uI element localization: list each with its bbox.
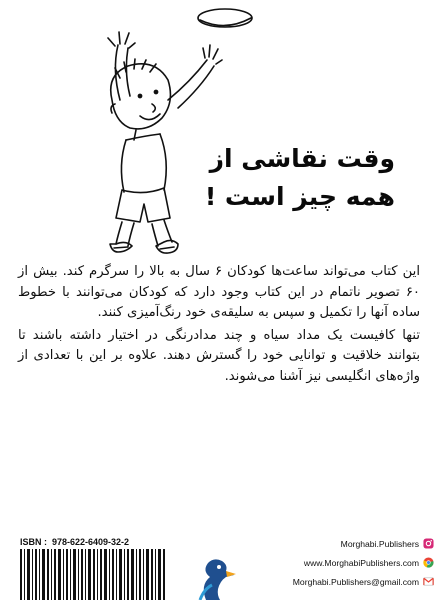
website-url[interactable]: www.MorghabiPublishers.com [303, 557, 419, 568]
barcode-icon [18, 549, 168, 600]
headline-line-2: همه چیز است ! [204, 182, 395, 211]
instagram-icon [423, 538, 434, 549]
description-paragraph-1: این کتاب می‌تواند ساعت‌ها کودکان ۶ سال به بالا را سرگرم کند. بیش از ۶۰ تصویر ناتمام در این کتاب وجود دارد که کودکان می‌توانند با خطوط ساده آنها را تکمیل و سپس به سلیقه‌ی خود رنگ‌آمیزی کنند. [18, 264, 420, 321]
isbn [20, 537, 129, 547]
boy-catching-frisbee-illustration [60, 0, 260, 260]
contact-website[interactable] [264, 555, 434, 570]
email-address[interactable]: Morghabi.Publishers@gmail.com [292, 576, 419, 587]
publisher-contacts [264, 536, 434, 593]
instagram-handle[interactable]: Morghabi.Publishers [340, 538, 419, 549]
chrome-icon [423, 557, 434, 568]
headline [170, 140, 395, 216]
contact-instagram[interactable] [264, 536, 434, 551]
footer [0, 525, 442, 600]
gmail-icon [423, 576, 434, 587]
description [18, 262, 420, 390]
description-paragraph-2: تنها کافیست یک مداد سیاه و چند مدادرنگی در اختیار داشته باشند تا بتوانند خلاقیت و توانایی خود را گسترش دهند. علاوه بر این با تعدادی از واژه‌های انگلیسی نیز آشنا می‌شوند. [18, 327, 420, 384]
contact-email[interactable] [264, 574, 434, 589]
isbn-number: 978-622-6409-32-2 [52, 537, 130, 547]
duck-logo-icon [190, 555, 240, 600]
isbn-label: ISBN : [20, 537, 47, 547]
headline-line-1: وقت نقاشی از [209, 144, 395, 173]
